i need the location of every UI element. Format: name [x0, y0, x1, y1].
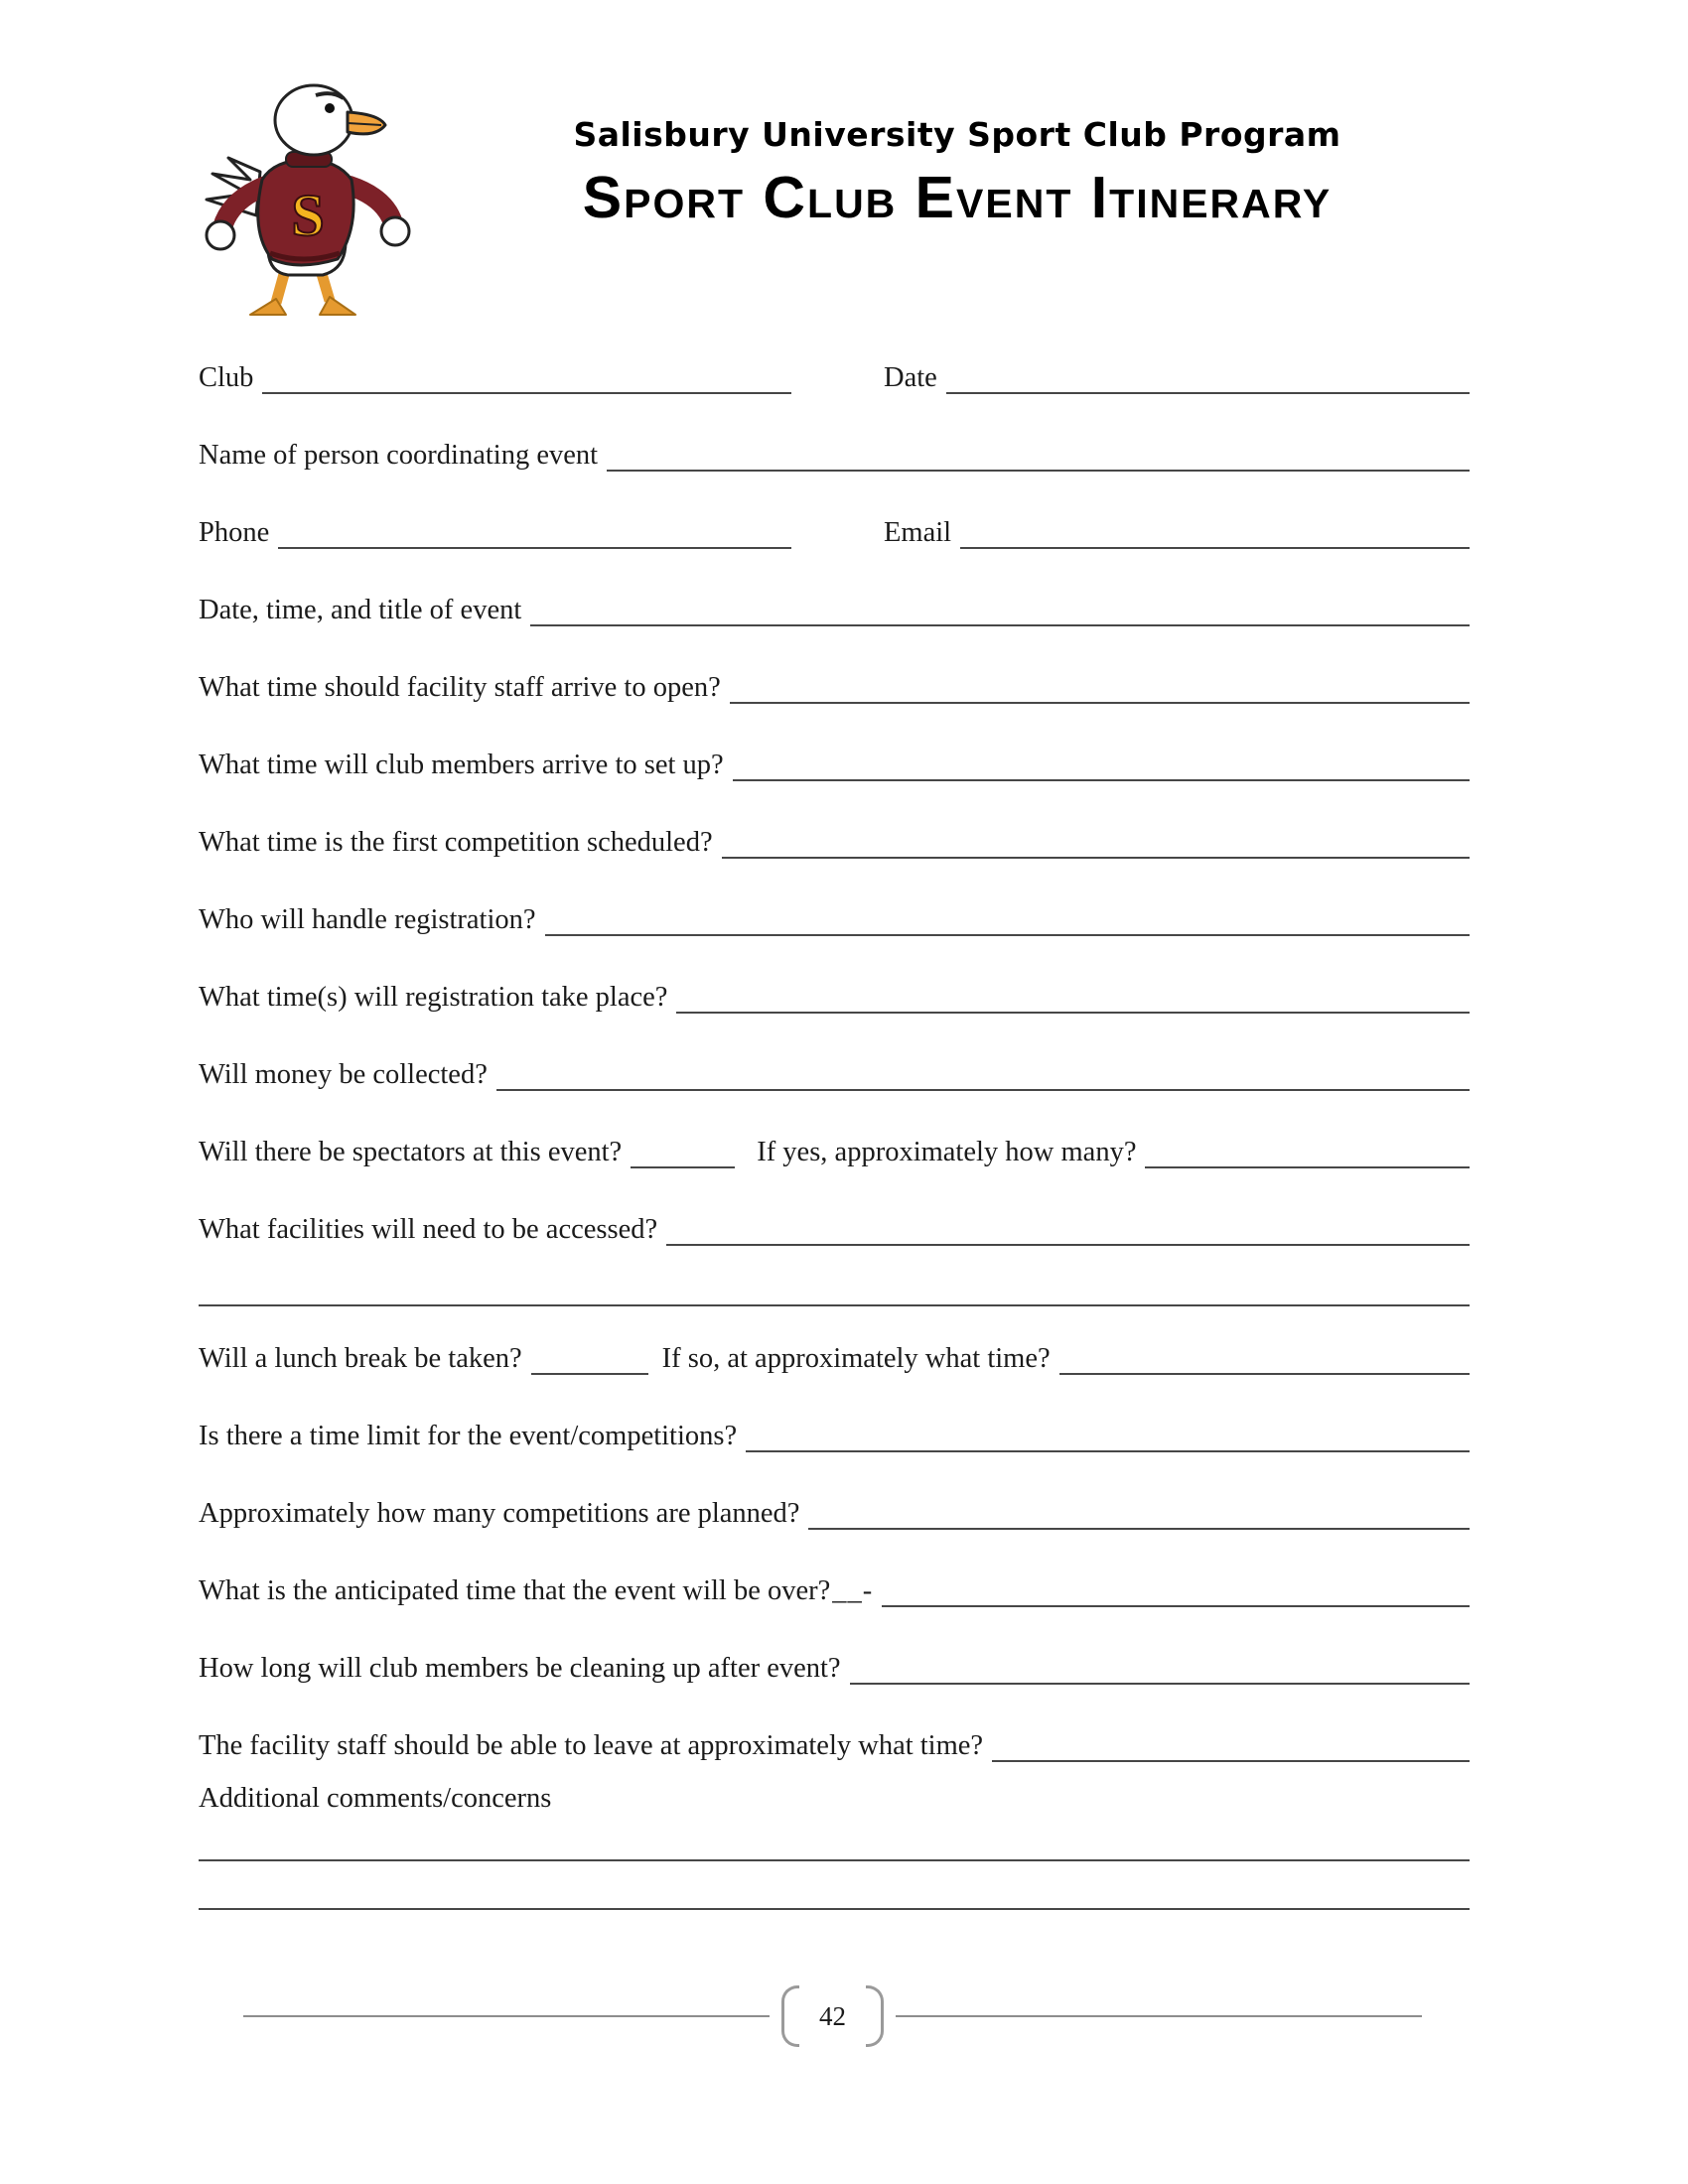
- setup-time-blank-line: [733, 771, 1470, 781]
- comments-blank-line-1: [199, 1851, 1470, 1861]
- money-collected-blank-line: [496, 1081, 1470, 1091]
- mascot-sweater-letter: S: [291, 183, 325, 248]
- first-competition-blank-line: [722, 849, 1470, 859]
- coordinator-label: Name of person coordinating event: [199, 440, 599, 471]
- event-over-underscore-prefix: __-: [832, 1575, 874, 1606]
- money-collected-label: Will money be collected?: [199, 1059, 488, 1090]
- facility-open-blank-line: [730, 694, 1470, 704]
- form-row-club-date: [199, 359, 1470, 394]
- form-row-facility-open: [199, 669, 1470, 704]
- club-blank-line: [262, 384, 791, 394]
- lunch-time-label: If so, at approximately what time?: [661, 1343, 1051, 1374]
- footer-right-rule: [896, 2015, 1422, 2017]
- program-title: Salisbury University Sport Club Program: [573, 115, 1341, 154]
- title-block: [445, 68, 1470, 231]
- event-itinerary-form: [0, 336, 1688, 1910]
- date-label: Date: [884, 362, 937, 393]
- form-row-staff-leave: [199, 1727, 1470, 1762]
- event-over-label: What is the anticipated time that the event will be over?: [199, 1575, 831, 1606]
- phone-blank-line: [278, 539, 791, 549]
- phone-label: Phone: [199, 517, 270, 548]
- cleanup-label: How long will club members be cleaning up after event?: [199, 1653, 841, 1684]
- lunch-break-blank-line: [531, 1365, 648, 1375]
- competitions-planned-blank-line: [808, 1520, 1470, 1530]
- footer-left-rule: [243, 2015, 770, 2017]
- coordinator-blank-line: [607, 462, 1470, 472]
- date-blank-line: [946, 384, 1470, 394]
- form-row-lunch: [199, 1340, 1470, 1375]
- comments-blank-line-2: [199, 1900, 1470, 1910]
- lunch-break-label: Will a lunch break be taken?: [199, 1343, 522, 1374]
- form-row-money: [199, 1056, 1470, 1091]
- spectators-blank-line: [631, 1159, 735, 1168]
- form-row-competitions-planned: [199, 1495, 1470, 1530]
- cleanup-blank-line: [850, 1675, 1470, 1685]
- form-row-spectators: [199, 1134, 1470, 1168]
- form-row-phone-email: [199, 514, 1470, 549]
- email-label: Email: [884, 517, 952, 548]
- email-blank-line: [960, 539, 1470, 549]
- lunch-time-blank-line: [1059, 1365, 1470, 1375]
- spectators-label: Will there be spectators at this event?: [199, 1137, 623, 1167]
- form-row-event-title: [199, 592, 1470, 626]
- staff-leave-label: The facility staff should be able to leave at approximately what time?: [199, 1730, 984, 1761]
- form-row-event-over: [199, 1572, 1470, 1607]
- form-row-facilities: [199, 1211, 1470, 1246]
- competitions-planned-label: Approximately how many competitions are planned?: [199, 1498, 800, 1529]
- form-row-facilities-continued: [199, 1272, 1470, 1306]
- page-footer: [243, 1985, 1422, 2047]
- facilities-label: What facilities will need to be accessed?: [199, 1214, 658, 1245]
- form-row-cleanup: [199, 1650, 1470, 1685]
- facilities-blank-line: [666, 1236, 1470, 1246]
- staff-leave-blank-line: [992, 1752, 1470, 1762]
- time-limit-label: Is there a time limit for the event/competitions?: [199, 1421, 738, 1451]
- seagull-mascot-icon: [189, 68, 437, 328]
- registration-who-label: Who will handle registration?: [199, 904, 536, 935]
- page-title: Sport Club Event Itinerary: [582, 165, 1333, 230]
- time-limit-blank-line: [746, 1442, 1470, 1452]
- form-row-setup-time: [199, 747, 1470, 781]
- spectators-how-many-blank-line: [1145, 1159, 1470, 1168]
- registration-who-blank-line: [545, 926, 1470, 936]
- event-title-label: Date, time, and title of event: [199, 595, 522, 625]
- registration-time-blank-line: [676, 1004, 1470, 1014]
- form-row-first-competition: [199, 824, 1470, 859]
- page-header: [0, 0, 1688, 336]
- form-row-coordinator: [199, 437, 1470, 472]
- setup-time-label: What time will club members arrive to set up?: [199, 750, 724, 780]
- form-row-comments-line-2: [199, 1875, 1470, 1910]
- registration-time-label: What time(s) will registration take place?: [199, 982, 668, 1013]
- first-competition-label: What time is the first competition scheduled?: [199, 827, 713, 858]
- comments-label: Additional comments/concerns: [199, 1783, 552, 1814]
- page-number: 42: [819, 2000, 846, 2031]
- form-row-time-limit: [199, 1418, 1470, 1452]
- form-row-comments-label: [199, 1780, 1470, 1815]
- event-title-blank-line: [530, 616, 1470, 626]
- footer-right-bracket-icon: [866, 1985, 884, 2047]
- form-row-registration-who: [199, 901, 1470, 936]
- footer-left-bracket-icon: [781, 1985, 799, 2047]
- facility-open-label: What time should facility staff arrive to open?: [199, 672, 721, 703]
- event-over-blank-line: [882, 1597, 1470, 1607]
- form-row-comments-line-1: [199, 1827, 1470, 1861]
- facilities-continued-blank-line: [199, 1297, 1470, 1306]
- club-label: Club: [199, 362, 254, 393]
- spectators-how-many-label: If yes, approximately how many?: [757, 1137, 1137, 1167]
- mascot-logo: [189, 68, 445, 336]
- form-row-registration-time: [199, 979, 1470, 1014]
